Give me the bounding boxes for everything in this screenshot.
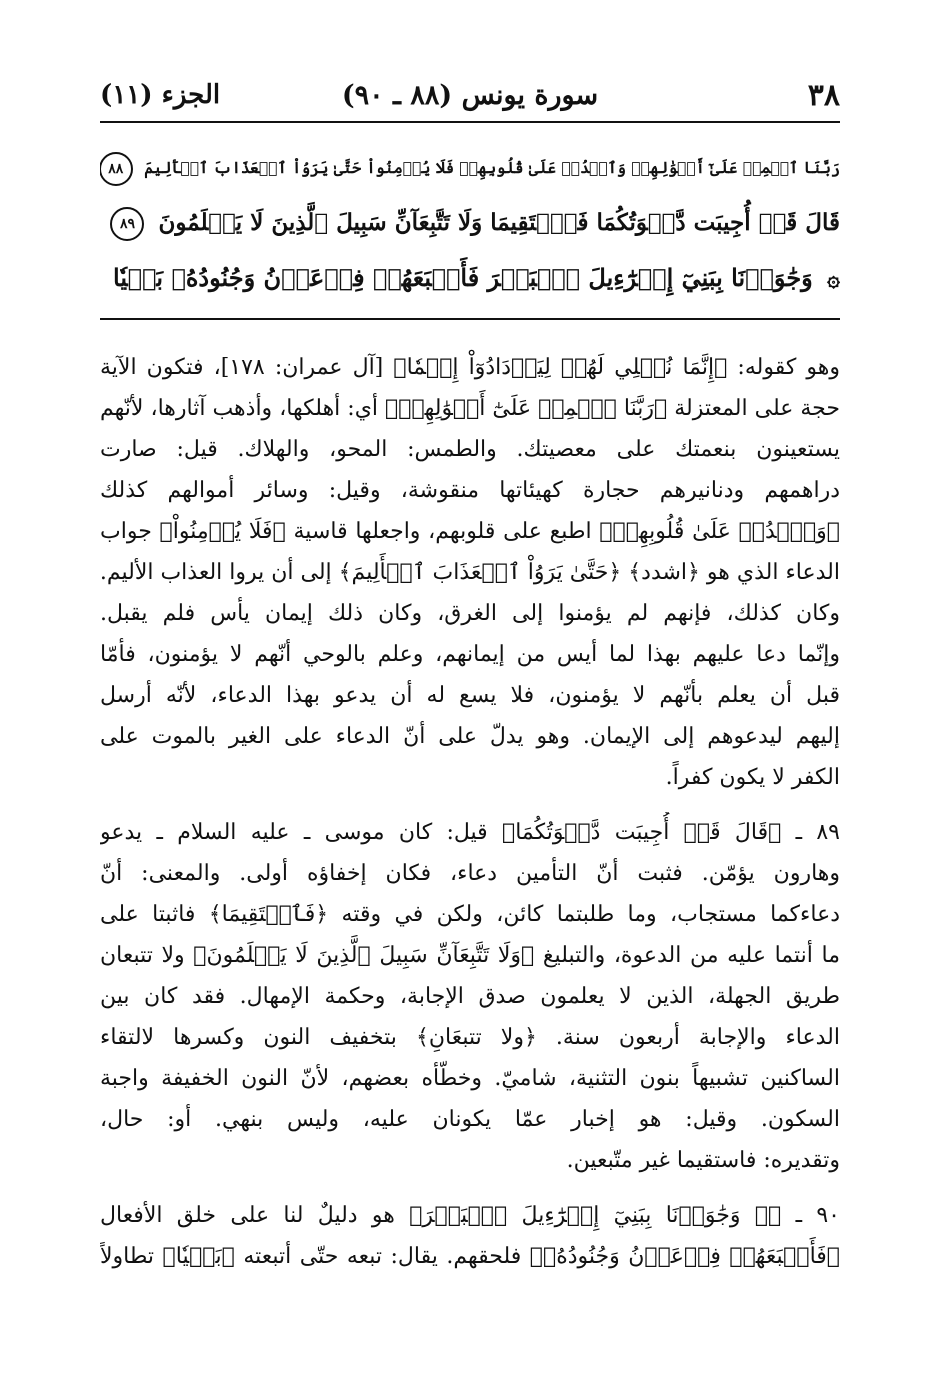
verse-number-mark: ٨٩: [110, 207, 144, 241]
tafsir-commentary: [100, 347, 840, 1291]
text-line: إليهم ليدعوهم إلى الإيمان. وهو يدلّ على أنّ الدعاء على الغير بالموت على: [100, 724, 840, 749]
text-line: الكفر لا يكون كفراً.: [665, 765, 840, 790]
text-line: ٩٠ ـ ﴿۞ وَجَٰوَزۡنَا بِبَنِيٓ إِسۡرَٰٓءِيلَ ٱلۡبَحۡرَ﴾ هو دليلٌ لنا على خلق الأفعال: [100, 1203, 840, 1228]
text-line: الدعاء الذي هو ﴿اشدد﴾ ﴿حَتَّىٰ يَرَوُاْ ٱلۡعَذَابَ ٱلۡأَلِيمَ﴾ إلى أن يروا العذاب الأليم.: [100, 560, 840, 585]
text-line: السكون. وقيل: هو إخبار عمّا يكونان عليه، وليس بنهي. أو: حال،: [100, 1107, 840, 1132]
hizb-flower-icon: ۞: [827, 266, 840, 292]
text-line: ٨٩ ـ ﴿قَالَ قَدۡ أُجِيبَت دَّعۡوَتُكُمَا﴾ قيل: كان موسى ـ عليه السلام ـ يدعو: [100, 820, 840, 845]
juz-label: الجزء (١١): [100, 80, 221, 110]
verse-line-89: [100, 195, 840, 250]
text-line: ﴿فَأَتۡبَعَهُمۡ فِرۡعَوۡنُ وَجُنُودُهُۥ﴾ فلحقهم. يقال: تبعه حتّى أتبعته ﴿بَغۡيٗا﴾ تطاولاً: [100, 1244, 840, 1269]
text-line: الدعاء والإجابة أربعون سنة. ﴿ولا تتبعَانِ﴾ بتخفيف النون وكسرها لالتقاء: [100, 1025, 840, 1050]
text-line: ﴿وَٱشۡدُدۡ عَلَىٰ قُلُوبِهِمۡ﴾ اطبع على قلوبهم، واجعلها قاسية ﴿فَلَا يُؤۡمِنُواْ﴾ جواب: [100, 519, 840, 544]
page-number: ٣٨: [807, 78, 840, 113]
verses-rule: [100, 318, 840, 320]
text-line: قبل أن يعلم بأنّهم لا يؤمنون، فلا يسع له أن يدعو بهذا الدعاء، لأنّه أرسل: [100, 683, 840, 708]
verse-number-mark: ٨٨: [100, 152, 133, 186]
surah-title: سورة يونس (٨٨ ـ ٩٠): [341, 80, 599, 111]
text-line: دعاءكما مستجاب، وما طلبتما كائن، ولكن في وقته ﴿فَٱسۡتَقِيمَا﴾ فاثبتا على: [100, 902, 840, 927]
text-line: الساكنين تشبيهاً بنون التثنية، شاميّ. وخطّأه بعضهم، لأنّ النون الخفيفة واجبة: [100, 1066, 840, 1091]
commentary-paragraph-88: [100, 347, 840, 798]
quran-verses: [100, 140, 840, 305]
header-rule: [100, 121, 840, 123]
text-line: وهارون يؤمّن. فثبت أنّ التأمين دعاء، فكان إخفاؤه أولى. والمعنى: أنّ: [100, 861, 840, 886]
text-line: وإنّما دعا عليهم بهذا لما أيس من إيمانهم، وعلم بالوحي أنّهم لا يؤمنون، فأمّا: [100, 642, 840, 667]
commentary-paragraph-90: [100, 1195, 840, 1277]
verse-text: وَجَٰوَزۡنَا بِبَنِيٓ إِسۡرَٰٓءِيلَ ٱلۡبَحۡرَ فَأَتۡبَعَهُمۡ فِرۡعَوۡنُ وَجُنُودُهُۥ بَغۡيٗا: [113, 263, 813, 292]
verse-text: قَالَ قَدۡ أُجِيبَت دَّعۡوَتُكُمَا فَٱسۡتَقِيمَا وَلَا تَتَّبِعَآنِّ سَبِيلَ ٱلَّذِينَ لَا يَعۡلَمُونَ: [158, 209, 840, 236]
text-line: وكان كذلك، فإنهم لم يؤمنوا إلى الغرق، وكان ذلك إيمان يأس فلم يقبل.: [100, 601, 840, 626]
verse-text: رَبَّنَا ٱطۡمِسۡ عَلَىٰٓ أَمۡوَٰلِهِمۡ وَٱشۡدُدۡ عَلَىٰ قُلُوبِهِمۡ فَلَا يُؤۡمِنُواْ حَتَّىٰ يَرَوُاْ ٱلۡعَذَابَ ٱلۡأَلِيمَ: [144, 158, 840, 177]
text-line: حجة على المعتزلة ﴿رَبَّنَا ٱطۡمِسۡ عَلَىٰٓ أَمۡوَٰلِهِمۡ﴾ أي: أهلكها، وأذهب آثارها، لأنّهم: [100, 396, 840, 421]
text-line: دراهمهم ودنانيرهم حجارة كهيئاتها منقوشة، وقيل: وسائر أموالهم كذلك: [100, 478, 840, 503]
verse-line-88: [100, 140, 840, 195]
text-line: وتقديره: فاستقيما غير متّبعين.: [566, 1148, 840, 1173]
text-line: ما أنتما عليه من الدعوة، والتبليغ ﴿وَلَا تَتَّبِعَآنِّ سَبِيلَ ٱلَّذِينَ لَا يَعۡلَمُونَ﴾ ولا تتبعان: [100, 943, 840, 968]
text-line: طريق الجهلة، الذين لا يعلمون صدق الإجابة، وحكمة الإمهال. فقد كان بين: [100, 984, 840, 1009]
text-line: وهو كقوله: ﴿إِنَّمَا نُمۡلِي لَهُمۡ لِيَزۡدَادُوٓاْ إِثۡمٗا﴾ [آل عمران: ١٧٨]، فتكون الآية: [100, 355, 840, 380]
text-line: يستعينون بنعمتك على معصيتك. والطمس: المحو، والهلاك. قيل: صارت: [100, 437, 840, 462]
verse-line-90: [100, 250, 840, 305]
page-header: [100, 72, 840, 122]
commentary-paragraph-89: [100, 812, 840, 1181]
